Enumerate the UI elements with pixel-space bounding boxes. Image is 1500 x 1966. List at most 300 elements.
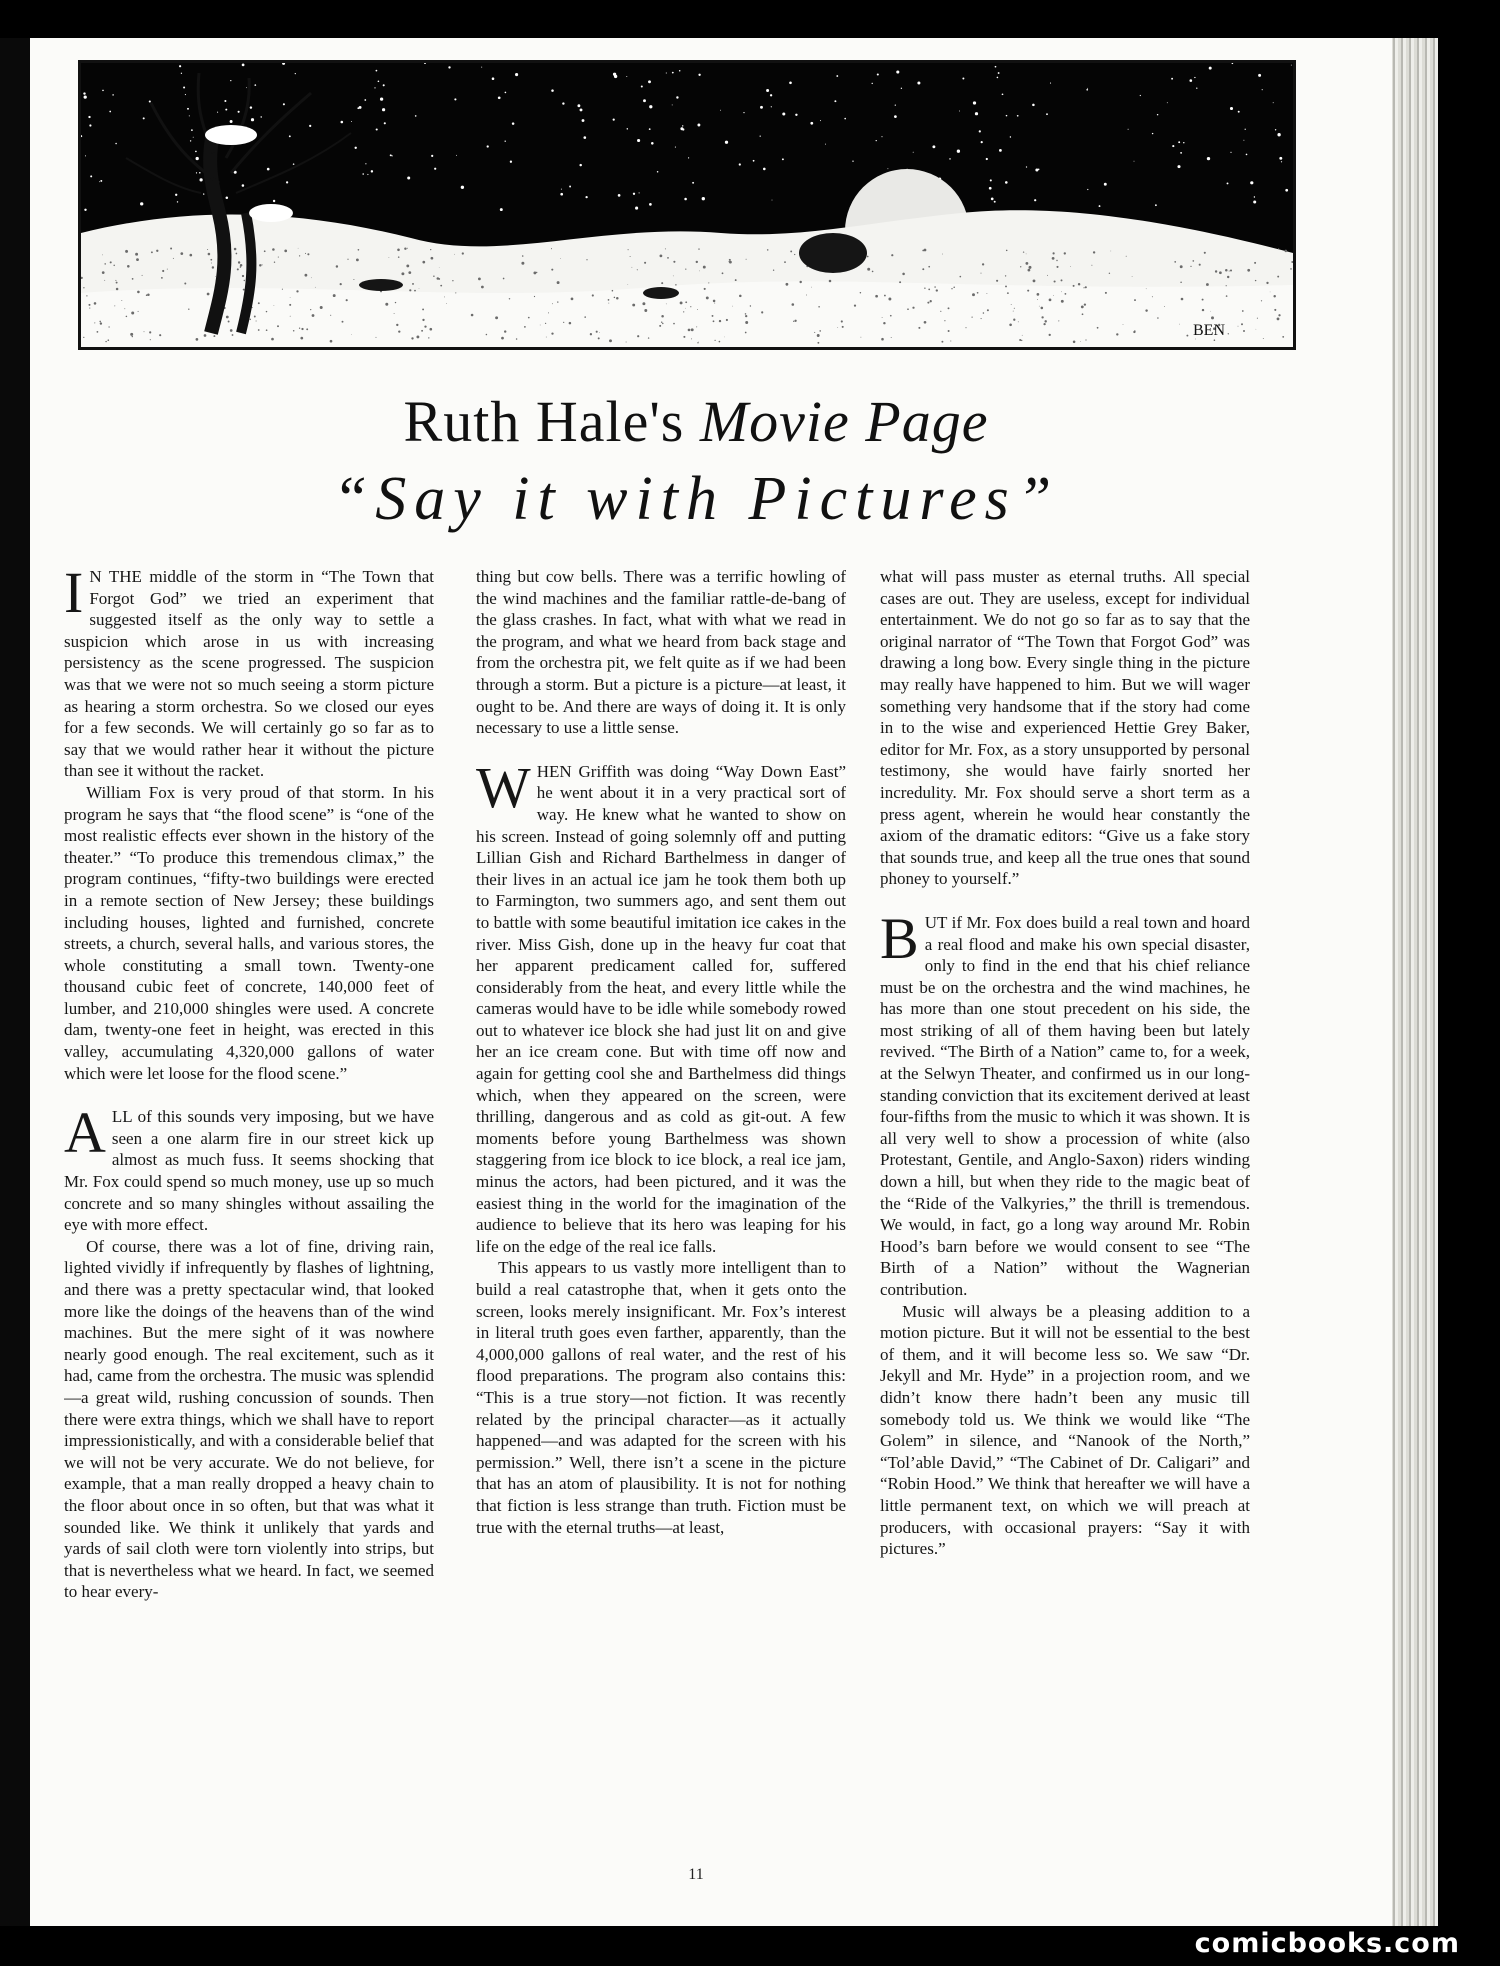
snow-speckle <box>922 268 924 270</box>
snow-speckle <box>422 308 424 310</box>
star-dot <box>1196 88 1197 89</box>
snow-speckle <box>99 321 101 323</box>
star-dot <box>500 208 503 211</box>
snow-speckle <box>207 293 210 296</box>
star-dot <box>852 161 853 162</box>
snow-speckle <box>244 280 245 281</box>
snow-speckle <box>557 281 560 284</box>
snow-speckle <box>792 303 795 306</box>
snow-speckle <box>1061 300 1064 303</box>
snow-speckle <box>1126 256 1127 257</box>
star-dot <box>585 196 587 198</box>
snow-speckle <box>274 262 275 263</box>
snow-speckle <box>271 338 274 341</box>
snow-speckle <box>586 259 587 260</box>
snow-speckle <box>1053 295 1054 296</box>
snow-speckle <box>396 324 398 326</box>
snow-speckle <box>609 339 612 342</box>
snow-speckle <box>1019 339 1021 341</box>
snow-speckle <box>1263 338 1264 339</box>
snow-speckle <box>462 252 464 254</box>
paragraph-text: HEN Griffith was doing “Way Down East” he went about it in a very practical sort of way. He knew what he wanted to show on his screen. Instead of going solemnly off and putting Lillian Gish and Richard Barthelmess in danger of their lives in an actual ice jam he took them both up to Farmington, two summers ago, and sent them out to battle with some beautiful imitation ice cakes in the river. Miss Gish, done up in the heavy fur coat that her apparent predicament called for, suffered considerably from the heat, and every little while the cameras would have to be idle while somebody rowed out to whatever ice block she had just lit on and give her an ice cream cone. But with time off now and again for getting cool she and Barthelmess did things which, when they appeared on the screen, were thrilling, dangerous and as cold as git-out. A few moments before young Barthelmess was shown staggering from ice block to ice block, a real ice jam, minus the actors, had been pictured, and it was the easiest thing in the world for the imagination of the audience to believe that its hero was leaping for his life on the edge of the real ice falls. <box>476 761 846 1256</box>
snow-speckle <box>598 337 600 339</box>
snow-speckle <box>189 254 192 257</box>
snow-speckle <box>312 314 315 317</box>
snow-speckle <box>854 305 856 307</box>
snow-speckle <box>509 298 510 299</box>
star-dot <box>505 92 507 94</box>
snow-speckle <box>884 295 886 297</box>
star-dot <box>896 70 899 73</box>
star-dot <box>498 96 501 99</box>
snow-speckle <box>311 277 312 278</box>
page-number: 11 <box>688 1866 704 1883</box>
snow-speckle <box>829 280 832 283</box>
snow-speckle <box>300 337 303 340</box>
snow-speckle <box>207 249 208 250</box>
snow-speckle <box>210 259 212 261</box>
article-column-2 <box>476 566 846 1866</box>
snow-speckle <box>215 276 216 277</box>
snow-speckle <box>137 291 140 294</box>
snow-speckle <box>1085 286 1087 288</box>
snow-speckle <box>552 303 553 304</box>
snow-speckle <box>706 296 709 299</box>
snow-speckle <box>446 303 447 304</box>
snow-speckle <box>1061 291 1062 292</box>
article-paragraph <box>64 1236 434 1603</box>
snow-speckle <box>159 334 161 336</box>
star-dot <box>260 116 261 117</box>
snow-speckle <box>259 264 261 266</box>
snow-speckle <box>116 288 119 291</box>
snow-speckle <box>346 299 348 301</box>
snow-speckle <box>1132 276 1133 277</box>
star-dot <box>697 124 700 127</box>
star-dot <box>1279 157 1282 160</box>
star-dot <box>83 92 85 94</box>
snow-speckle <box>773 270 774 271</box>
snow-speckle <box>627 284 628 285</box>
snow-speckle <box>1033 279 1036 282</box>
star-dot <box>887 168 888 169</box>
snow-speckle <box>1020 266 1021 267</box>
star-dot <box>177 201 178 202</box>
star-dot <box>1087 189 1088 190</box>
snow-speckle <box>793 321 794 322</box>
star-dot <box>238 111 240 113</box>
snow-speckle <box>116 282 118 284</box>
snow-speckle <box>184 283 186 285</box>
snow-speckle <box>599 332 600 333</box>
star-dot <box>994 201 996 203</box>
star-dot <box>949 158 951 160</box>
snow-speckle <box>569 322 572 325</box>
star-dot <box>753 160 755 162</box>
snow-speckle <box>1021 340 1022 341</box>
snow-speckle <box>867 256 869 258</box>
snow-speckle <box>608 303 609 304</box>
star-dot <box>990 179 992 181</box>
star-dot <box>1167 102 1168 103</box>
star-dot <box>1152 133 1153 134</box>
night-snow-landscape-illustration <box>81 63 1293 347</box>
star-dot <box>772 200 773 201</box>
snow-speckle <box>266 311 267 312</box>
snow-speckle <box>127 265 130 268</box>
star-dot <box>109 111 111 113</box>
snow-speckle <box>644 262 646 264</box>
snow-speckle <box>1025 262 1028 265</box>
snow-speckle <box>696 326 697 327</box>
star-dot <box>1134 161 1135 162</box>
snow-speckle <box>608 299 610 301</box>
star-dot <box>88 116 90 118</box>
snow-speckle <box>1052 257 1055 260</box>
snow-speckle <box>1225 269 1228 272</box>
snow-speckle <box>890 315 892 317</box>
star-dot <box>770 94 772 96</box>
snow-speckle <box>1181 298 1184 301</box>
snow-speckle <box>135 253 138 256</box>
star-dot <box>1194 77 1195 78</box>
star-dot <box>84 95 87 98</box>
snow-speckle <box>648 337 649 338</box>
snow-speckle <box>1202 299 1204 301</box>
drop-cap: W <box>476 754 531 820</box>
star-dot <box>362 173 364 175</box>
star-dot <box>217 112 218 113</box>
star-dot <box>569 186 571 188</box>
star-dot <box>1209 67 1212 70</box>
snow-speckle <box>132 336 133 337</box>
snow-speckle <box>563 322 564 323</box>
star-dot <box>1002 93 1004 95</box>
article-column-3 <box>880 566 1250 1866</box>
star-dot <box>434 168 436 170</box>
star-dot <box>1017 115 1019 117</box>
star-dot <box>986 158 988 160</box>
snow-speckle <box>416 335 419 338</box>
star-dot <box>672 104 673 105</box>
snow-speckle <box>545 323 546 324</box>
snow-speckle <box>557 301 558 302</box>
star-dot <box>917 81 920 84</box>
snow-speckle <box>146 294 148 296</box>
star-dot <box>448 66 450 68</box>
star-dot <box>580 108 583 111</box>
snow-speckle <box>1027 290 1029 292</box>
star-dot <box>84 209 86 211</box>
snow-speckle <box>1041 307 1044 310</box>
snow-speckle <box>108 326 109 327</box>
star-dot <box>998 72 1000 74</box>
snow-speckle <box>977 292 979 294</box>
snow-speckle <box>1080 341 1081 342</box>
star-dot <box>1006 115 1008 117</box>
star-dot <box>351 121 352 122</box>
star-dot <box>1245 129 1246 130</box>
star-dot <box>1189 79 1192 82</box>
snow-speckle <box>124 308 125 309</box>
snow-speckle <box>1215 270 1217 272</box>
star-dot <box>834 100 836 102</box>
snow-speckle <box>698 342 699 343</box>
snow-speckle <box>713 300 716 303</box>
snow-speckle <box>1013 311 1014 312</box>
snow-speckle <box>551 269 553 271</box>
star-dot <box>254 84 256 86</box>
snow-speckle <box>882 317 883 318</box>
snow-speckle <box>942 254 943 255</box>
snow-speckle <box>867 268 870 271</box>
snow-speckle <box>266 329 268 331</box>
snow-speckle <box>238 261 240 263</box>
snow-speckle <box>1013 319 1015 321</box>
snow-speckle <box>637 269 638 270</box>
star-dot <box>293 163 295 165</box>
star-dot <box>901 88 902 89</box>
snow-speckle <box>94 302 97 305</box>
star-dot <box>283 103 285 105</box>
snow-speckle <box>1214 339 1216 341</box>
snow-speckle <box>745 315 747 317</box>
star-dot <box>577 104 580 107</box>
snow-speckle <box>89 308 90 309</box>
star-dot <box>1180 152 1182 154</box>
star-dot <box>195 151 197 153</box>
star-dot <box>203 193 204 194</box>
article-paragraph <box>476 566 846 739</box>
snow-speckle <box>666 303 667 304</box>
snow-speckle <box>258 302 260 304</box>
snow-speckle <box>1041 316 1043 318</box>
snow-speckle <box>121 300 122 301</box>
star-dot <box>739 163 741 165</box>
snow-speckle <box>1285 250 1288 253</box>
star-dot <box>876 140 877 141</box>
star-dot <box>844 118 846 120</box>
snow-speckle <box>673 276 674 277</box>
snow-speckle <box>696 261 698 263</box>
snow-speckle <box>1047 275 1048 276</box>
snow-speckle <box>794 254 795 255</box>
snow-speckle <box>590 333 592 335</box>
star-dot <box>962 78 964 80</box>
snow-speckle <box>107 339 109 341</box>
snow-speckle <box>422 261 425 264</box>
snow-speckle <box>1226 285 1227 286</box>
snow-speckle <box>950 340 951 341</box>
star-dot <box>913 152 914 153</box>
star-dot <box>959 111 960 112</box>
star-dot <box>355 147 357 149</box>
snow-speckle <box>521 262 524 265</box>
snow-speckle <box>1070 266 1071 267</box>
star-dot <box>100 180 102 182</box>
snow-speckle <box>305 253 306 254</box>
snow-speckle <box>918 327 920 329</box>
paragraph-text: Music will always be a pleasing addition to a motion picture. But it will not be essential to the best of them, and it will become less so. We saw “Dr. Jekyll and Mr. Hyde” in a projection room, and we didn’t know there hadn’t been any music till somebody told us. We think we would like “The Golem” in silence, and “Nanook of the North,” “Tol’able David,” “The Cabinet of Dr. Caligari” and “Robin Hood.” We think that hereafter we will have a little permanent text, on which we will preach at producers, with occasional prayers: “Say it with pictures.” <box>880 1301 1250 1559</box>
snow-speckle <box>817 334 820 337</box>
star-dot <box>957 150 960 153</box>
snow-speckle <box>1009 324 1012 327</box>
snow-speckle <box>398 256 400 258</box>
snow-speckle <box>940 311 941 312</box>
snow-speckle <box>1180 265 1183 268</box>
snow-speckle <box>799 281 801 283</box>
star-dot <box>561 189 562 190</box>
snow-speckle <box>113 265 114 266</box>
snow-speckle <box>1266 282 1268 284</box>
snow-speckle <box>817 342 819 344</box>
snow-speckle <box>336 265 338 267</box>
snow-speckle <box>661 321 662 322</box>
snow-speckle <box>888 298 891 301</box>
snow-speckle <box>875 295 878 298</box>
snow-speckle <box>1261 300 1262 301</box>
snow-speckle <box>907 308 909 310</box>
snow-speckle <box>665 248 666 249</box>
snow-speckle <box>104 263 106 265</box>
snow-speckle <box>204 334 207 337</box>
paragraph-text: N THE middle of the storm in “The Town that Forgot God” we tried an experiment that suggested itself as the only way to settle a suspicion which arose in us with increasing persistency as the scene progressed. The suspicion was that we were not so much seeing a storm picture as hearing a storm orchestra. So we closed our eyes for a few seconds. We will certainly go so far as to say that we would rather hear it without the picture than see it without the racket. <box>64 567 434 781</box>
snow-speckle <box>1064 252 1066 254</box>
snow-speckle <box>234 248 237 251</box>
snow-speckle <box>125 250 128 253</box>
snow-speckle <box>1056 266 1058 268</box>
article-paragraph <box>64 1100 434 1236</box>
snow-speckle <box>398 330 400 332</box>
star-dot <box>551 89 554 92</box>
star-dot <box>199 172 201 174</box>
snow-speckle <box>1085 339 1086 340</box>
star-dot <box>1157 114 1158 115</box>
star-dot <box>181 73 182 74</box>
snow-speckle <box>289 304 291 306</box>
snow-speckle <box>147 293 150 296</box>
snow-speckle <box>980 273 981 274</box>
snow-speckle <box>1005 285 1007 287</box>
snow-speckle <box>986 293 987 294</box>
star-dot <box>633 193 635 195</box>
star-dot <box>639 192 640 193</box>
drop-cap: I <box>64 566 84 625</box>
snow-speckle <box>161 277 163 279</box>
star-dot <box>766 89 769 92</box>
snow-speckle <box>256 320 257 321</box>
snow-speckle <box>102 271 105 274</box>
snow-speckle <box>1005 275 1006 276</box>
snow-speckle <box>697 309 698 310</box>
snow-speckle <box>739 295 742 298</box>
snow-speckle <box>156 250 158 252</box>
star-dot <box>637 139 640 142</box>
snow-speckle <box>351 334 352 335</box>
snow-speckle <box>1123 324 1124 325</box>
snow-speckle <box>735 279 737 281</box>
title-italic: Movie Page <box>699 389 989 454</box>
star-dot <box>1046 113 1048 115</box>
star-dot <box>226 197 229 200</box>
drop-cap: B <box>880 905 919 971</box>
star-dot <box>698 74 700 76</box>
snow-speckle <box>83 287 84 288</box>
snow-speckle <box>1146 288 1147 289</box>
snow-speckle <box>1186 335 1188 337</box>
snow-speckle <box>786 283 789 286</box>
star-dot <box>382 108 385 111</box>
snow-speckle <box>1255 280 1256 281</box>
snow-speckle <box>697 342 698 343</box>
snow-speckle <box>1056 260 1057 261</box>
binding-gutter <box>0 38 30 1926</box>
star-dot <box>657 171 659 173</box>
snow-speckle <box>1278 248 1279 249</box>
snow-speckle <box>353 279 354 280</box>
snow-speckle <box>478 278 481 281</box>
star-dot <box>286 181 288 183</box>
star-dot <box>649 128 651 130</box>
snow-speckle <box>944 320 945 321</box>
star-dot <box>1273 102 1274 103</box>
snow-speckle <box>277 325 279 327</box>
star-dot <box>384 122 386 124</box>
paragraph-text: what will pass muster as eternal truths. All special cases are out. They are useless, except for individual entertainment. We do not go so far as to say that the original narrator of “The Town that Forgot God” was drawing a long bow. Every single thing in the picture may really have happened to him. But we will wager something very handsome that if the story had come in to the wise and experienced Hettie Grey Baker, editor for Mr. Fox, as a story unsupported by personal testimony, she would have fairly snorted her incredulity. Mr. Fox should serve a short term as a press agent, wherein he would hear constantly the axiom of the dramatic editors: “Give us a fake story that sounds true, and keep all the true ones that sound phoney to yourself.” <box>880 567 1250 889</box>
snow-speckle <box>551 248 552 249</box>
snow-speckle <box>1278 314 1280 316</box>
page-subtitle: “Say it with Pictures” <box>332 465 1060 533</box>
article-column-1 <box>64 566 434 1866</box>
snow-speckle <box>1018 321 1019 322</box>
snow-speckle <box>872 271 874 273</box>
star-dot <box>682 125 683 126</box>
star-dot <box>1258 74 1261 77</box>
snow-speckle <box>673 261 675 263</box>
snow-speckle <box>1202 309 1204 311</box>
snow-speckle <box>814 332 815 333</box>
star-dot <box>877 73 879 75</box>
snow-speckle <box>419 288 420 289</box>
snow-speckle <box>501 337 504 340</box>
snow-speckle <box>1011 304 1012 305</box>
snow-speckle <box>632 304 635 307</box>
snow-speckle <box>83 337 84 338</box>
snow-speckle <box>934 286 936 288</box>
article-paragraph <box>476 754 846 1258</box>
snow-speckle <box>1242 310 1244 312</box>
star-dot <box>196 157 199 160</box>
snow-speckle <box>941 341 943 343</box>
snow-speckle <box>1083 287 1084 288</box>
star-dot <box>627 128 628 129</box>
snow-speckle <box>301 328 303 330</box>
star-dot <box>383 84 385 86</box>
snow-speckle <box>642 302 645 305</box>
snow-speckle <box>745 332 747 334</box>
snow-speckle <box>114 305 115 306</box>
snow-speckle <box>1256 329 1257 330</box>
snow-speckle <box>284 250 287 253</box>
snow-speckle <box>237 268 239 270</box>
star-dot <box>90 175 92 177</box>
star-dot <box>635 207 638 210</box>
snow-speckle <box>922 250 924 252</box>
snow-speckle <box>1254 262 1256 264</box>
star-dot <box>643 99 646 102</box>
snow-speckle <box>584 316 586 318</box>
snow-speckle <box>1097 327 1099 329</box>
